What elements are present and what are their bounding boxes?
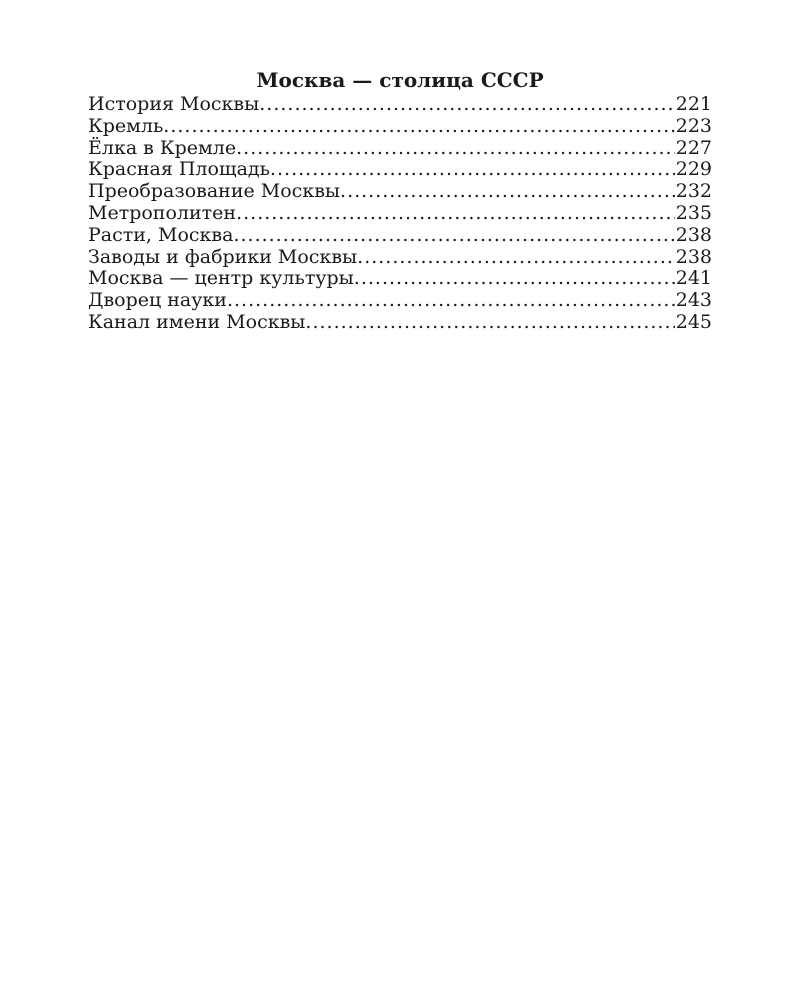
entry-page-number: 223 (675, 114, 712, 137)
toc-entry (88, 290, 712, 312)
dot-leader (347, 181, 675, 203)
toc-entry (88, 203, 712, 225)
entry-title: Преобразование Москвы. (88, 180, 347, 203)
entry-page-number: 227 (675, 136, 712, 159)
dot-leader (240, 225, 674, 247)
entry-page-number: 221 (675, 93, 712, 115)
entry-title: История Москвы. (88, 93, 266, 115)
dot-leader (266, 94, 674, 116)
entry-page-number: 232 (675, 180, 712, 203)
dot-leader (312, 312, 674, 334)
toc-entry (88, 181, 712, 203)
toc-entry (88, 138, 712, 160)
entry-title: Метрополитен. (88, 201, 243, 224)
entry-title: Кремль. (88, 114, 170, 137)
entry-title: Расти, Москва. (88, 223, 240, 246)
entry-title: Заводы и фабрики Москвы. (88, 245, 364, 268)
entry-title: Москва — центр культуры. (88, 267, 360, 290)
toc-entry (88, 116, 712, 138)
dot-leader (364, 247, 675, 269)
section-title: Москва — столица СССР (256, 68, 544, 92)
dot-leader (234, 290, 675, 312)
dot-leader (170, 116, 674, 138)
entry-page-number: 243 (675, 289, 712, 312)
entry-title: Ёлка в Кремле. (88, 136, 243, 159)
entry-page-number: 229 (675, 158, 712, 181)
toc-entry (88, 268, 712, 290)
dot-leader (277, 159, 675, 181)
dot-leader (243, 203, 675, 225)
entry-page-number: 235 (675, 201, 712, 224)
toc-list (88, 94, 712, 334)
dot-leader (361, 268, 675, 290)
toc-entry (88, 159, 712, 181)
entry-title: Дворец науки. (88, 289, 233, 312)
entry-page-number: 245 (675, 310, 712, 333)
entry-title: Канал имени Москвы. (88, 310, 312, 333)
entry-title: Красная Площадь. (88, 158, 277, 181)
table-of-contents (88, 66, 712, 334)
dot-leader (243, 138, 675, 160)
toc-entry (88, 312, 712, 334)
toc-entry (88, 225, 712, 247)
toc-entry (88, 94, 712, 116)
entry-page-number: 238 (675, 245, 712, 268)
toc-entry (88, 247, 712, 269)
entry-page-number: 241 (675, 267, 712, 290)
entry-page-number: 238 (675, 223, 712, 246)
